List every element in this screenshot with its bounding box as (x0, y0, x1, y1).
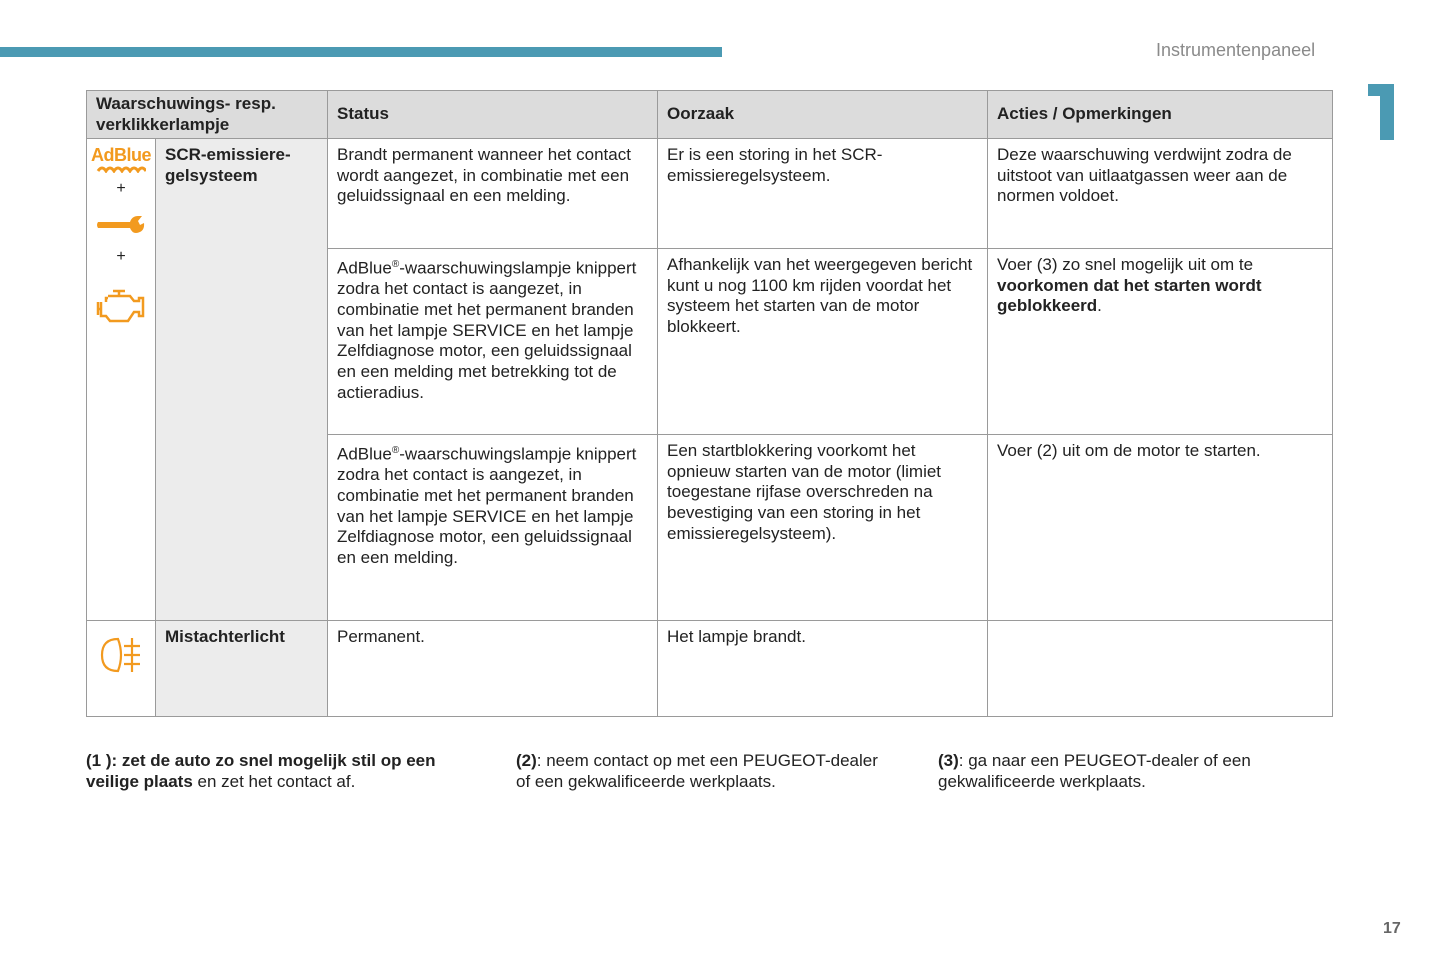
column-header: Oorzaak (658, 91, 988, 139)
wrench-icon (96, 214, 146, 236)
cause-cell: Er is een storing in het SCR-emissieregelsysteem. (658, 139, 988, 249)
column-header: Waarschuwings- resp. verklikkerlampje (87, 91, 328, 139)
plus-sign: + (116, 248, 126, 266)
table-header (87, 91, 1333, 139)
column-header: Acties / Opmerkingen (988, 91, 1333, 139)
cause-cell: Afhankelijk van het weergegeven bericht kunt u nog 1100 km rijden voordat het systeem het starten van de motor blokkeert. (658, 249, 988, 435)
cause-cell: Een startblokkering voorkomt het opnieuw starten van de motor (limiet toegestane rijfase overschreden na bevestiging van een storing in het emissieregelsysteem). (658, 435, 988, 621)
status-cell: AdBlue®-waarschuwingslampje knippert zodra het contact is aangezet, in combinatie met het permanent branden van het lampje SERVICE en het lampje Zelfdiagnose motor, een geluidssignaal en een melding. (328, 435, 658, 621)
footnote-2: (2): neem contact op met een PEUGEOT-dealer of een gekwalificeerde werkplaats. (516, 751, 878, 791)
scr-icons-cell (87, 139, 156, 621)
column-header: Status (328, 91, 658, 139)
cause-cell: Het lampje brandt. (658, 621, 988, 717)
table-row (87, 139, 1333, 249)
adblue-icon: AdBlue (87, 145, 155, 173)
action-cell (988, 621, 1333, 717)
engine-icon (96, 288, 146, 326)
fog-icon-cell (87, 621, 156, 717)
fog-light-name: Mistachterlicht (156, 621, 328, 717)
scr-system-name: SCR-emissiere-gelsysteem (156, 139, 328, 621)
chapter-number (1366, 84, 1394, 140)
footnote-3: (3): ga naar een PEUGEOT-dealer of een gekwalificeerde werkplaats. (938, 751, 1251, 791)
status-cell: Permanent. (328, 621, 658, 717)
action-cell: Voer (2) uit om de motor te starten. (988, 435, 1333, 621)
plus-sign: + (116, 180, 126, 197)
action-cell: Deze waarschuwing verdwijnt zodra de uitstoot van uitlaatgassen weer aan de normen voldoet. (988, 139, 1333, 249)
header-accent-bar (0, 47, 722, 57)
page-number: 17 (1383, 920, 1401, 937)
status-cell: Brandt permanent wanneer het contact wordt aangezet, in combinatie met een geluidssignaal en een melding. (328, 139, 658, 249)
footnote-1: (1 ): zet de auto zo snel mogelijk stil op een veilige plaats en zet het contact af. (86, 751, 436, 791)
action-cell: Voer (3) zo snel mogelijk uit om te voorkomen dat het starten wordt geblokkeerd. (988, 249, 1333, 435)
status-cell: AdBlue®-waarschuwingslampje knippert zodra het contact is aangezet, in combinatie met het permanent branden van het lampje SERVICE en het lampje Zelfdiagnose motor, een geluidssignaal en een melding met betrekking tot de actieradius. (328, 249, 658, 435)
table-row (87, 621, 1333, 717)
warning-lights-table (86, 90, 1333, 717)
section-title: Instrumentenpaneel (1156, 40, 1316, 60)
rear-fog-light-icon (98, 635, 144, 675)
